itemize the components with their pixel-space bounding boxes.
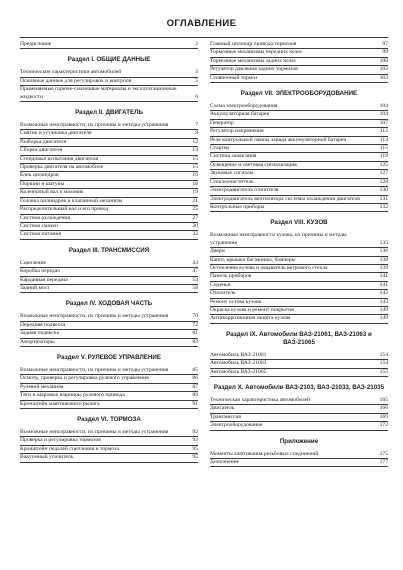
toc-entry-title: Автомобиль ВАЗ-21061 xyxy=(210,351,267,358)
toc-entry xyxy=(210,352,388,360)
toc-entry xyxy=(210,137,388,145)
toc-entry-title: Сцепление xyxy=(20,259,46,266)
toc-entry-title: Регулятор напряжения xyxy=(210,128,264,135)
toc-entry xyxy=(210,360,388,368)
title-divider xyxy=(20,37,388,38)
toc-entry-title: Стояночный тормоз xyxy=(210,74,258,81)
toc-entry-page: 107 xyxy=(379,119,388,126)
toc-entry xyxy=(20,322,198,330)
toc-entry-title: Трансмиссия xyxy=(210,413,242,420)
toc-entry-page: 87 xyxy=(192,383,198,390)
toc-entry-title: Остекление кузова и омыватель ветрового стекла xyxy=(210,264,328,271)
toc-entry-page: 95 xyxy=(192,454,198,461)
section-heading: Раздел X. Автомобили ВАЗ-2103, ВАЗ-21033, ВАЗ-21035 xyxy=(213,384,385,391)
toc-entry-title: Применяемые горюче-смазочные материалы и эксплуатационные жидкости xyxy=(20,86,177,100)
toc-entry xyxy=(210,162,388,170)
toc-entry-title: Звуковые сигналы xyxy=(210,170,254,177)
toc-entry xyxy=(20,446,198,454)
toc-entry-title: Окраска кузова и ремонт покрытия xyxy=(210,306,294,313)
toc-entry-title: Техническая характеристика автомобилей xyxy=(210,397,311,403)
section-heading: Раздел III. ТРАНСМИССИЯ xyxy=(68,246,150,254)
toc-entry-title: Регулятор давления задних тормозов xyxy=(210,66,298,73)
toc-entry xyxy=(20,330,198,338)
toc-entry-title: Задняя подвеска xyxy=(20,330,59,337)
toc-entry-page: 138 xyxy=(379,256,388,263)
toc-entry-page: 19 xyxy=(192,189,198,196)
toc-entry xyxy=(210,414,388,422)
toc-entry-title: Дополнение xyxy=(210,459,240,466)
toc-entry-page: 125 xyxy=(379,161,388,168)
toc-entry-page: 16 xyxy=(192,180,198,187)
toc-entry-title: Основные данные для регулировок и контроля xyxy=(20,77,132,84)
toc-entry-page: 43 xyxy=(192,259,198,266)
toc-entry xyxy=(20,122,198,130)
toc-entry-page: 2 xyxy=(195,41,198,47)
toc-entry-page: 95 xyxy=(192,445,198,452)
toc-entry-page: 132 xyxy=(379,203,388,210)
toc-entry xyxy=(20,164,198,172)
toc-entry xyxy=(20,375,198,383)
toc-entry-title: Система зажигания xyxy=(210,153,257,160)
toc-entry-title: Кронштейн маятникового рычага xyxy=(20,400,100,407)
toc-entry xyxy=(210,204,388,212)
section-heading: Раздел VI. ТОРМОЗА xyxy=(77,416,141,423)
toc-entry xyxy=(20,86,198,102)
toc-entry xyxy=(20,277,198,285)
toc-entry-title: Возможные неисправности кузова, их причины и методы устранения xyxy=(210,232,347,246)
toc-entry xyxy=(20,130,198,138)
toc-entry-page: 169 xyxy=(379,413,388,420)
toc-entry xyxy=(20,384,198,392)
toc-entry xyxy=(210,397,388,405)
toc-entry-page: 92 xyxy=(192,429,198,435)
toc-entry xyxy=(20,231,198,239)
section-heading: Раздел V. РУЛЕВОЕ УПРАВЛЕНИЕ xyxy=(57,353,161,361)
toc-entry xyxy=(210,369,388,377)
toc-entry-title: Тяги и шаровые шарниры рулевого привода xyxy=(20,392,125,399)
toc-entry-page: 14 xyxy=(192,147,198,154)
toc-entry-title: Автомобиль ВАЗ-21063 xyxy=(210,360,267,367)
toc-entry-page: 85 xyxy=(192,366,198,373)
toc-entry-page: 32 xyxy=(192,231,198,238)
toc-column-right xyxy=(210,41,388,467)
toc-column-left xyxy=(20,41,198,463)
toc-entry xyxy=(20,454,198,462)
toc-entry-page: 128 xyxy=(379,178,388,185)
toc-entry-page: 15 xyxy=(192,155,198,162)
toc-entry-title: Стартер xyxy=(210,145,230,152)
toc-entry-title: Генератор xyxy=(210,119,234,126)
toc-entry-title: Сиденья xyxy=(210,281,231,288)
toc-entry-page: 81 xyxy=(192,330,198,337)
section-heading: Приложение xyxy=(279,437,319,445)
toc-entry-title: Система охлаждения xyxy=(20,214,70,221)
toc-entry-page: 7 xyxy=(195,122,198,129)
toc-entry xyxy=(20,260,198,268)
toc-entry-page: 154 xyxy=(379,351,388,358)
toc-entry xyxy=(20,339,198,347)
toc-entry xyxy=(210,315,388,323)
toc-entry-title: Технические характеристики автомобилей xyxy=(20,69,122,76)
toc-entry-title: Проверка и регулировка тормозов xyxy=(20,437,101,444)
toc-entry xyxy=(210,196,388,204)
toc-entry-page: 99 xyxy=(382,49,388,56)
toc-entry xyxy=(20,392,198,400)
toc-entry-page: 119 xyxy=(379,153,388,160)
toc-entry-title: Капот, крышка багажника, бамперы xyxy=(210,256,296,263)
toc-entry xyxy=(20,78,198,86)
toc-entry xyxy=(20,367,198,375)
toc-entry-title: Возможные неисправности, их причины и методы устранения xyxy=(20,122,169,129)
toc-entry xyxy=(210,153,388,161)
toc-entry-page: 127 xyxy=(379,170,388,177)
page-title: ОГЛАВЛЕНИЕ xyxy=(166,18,237,29)
toc-entry-title: Главный цилиндр привода тормозов xyxy=(210,41,297,47)
toc-entry xyxy=(20,41,198,49)
toc-entry-page: 25 xyxy=(192,206,198,213)
toc-entry-title: Снятие и установка двигателя xyxy=(20,130,92,137)
toc-entry xyxy=(210,179,388,187)
toc-entry-page: 21 xyxy=(192,197,198,204)
toc-entry-title: Стендовые испытания двигателя xyxy=(20,155,99,162)
toc-entry-page: 72 xyxy=(192,321,198,328)
toc-entry-page: 58 xyxy=(192,284,198,291)
toc-entry xyxy=(20,285,198,293)
section-heading: Раздел II. ДВИГАТЕЛЬ xyxy=(75,109,143,117)
toc-entry xyxy=(210,307,388,315)
toc-entry-title: Система питания xyxy=(20,231,62,238)
toc-entry-title: Рулевой механизм xyxy=(20,383,64,390)
toc-entry-title: Возможные неисправности, их причины и методы устранения xyxy=(20,429,169,435)
toc-entry xyxy=(20,215,198,223)
toc-entry-page: 175 xyxy=(379,450,388,457)
toc-entry-page: 155 xyxy=(379,368,388,375)
toc-entry-title: Распределительный вал и его привод xyxy=(20,206,109,213)
toc-entry-title: Контрольные приборы xyxy=(210,203,265,210)
toc-entry-title: Двери xyxy=(210,248,225,255)
toc-entry-title: Осмотр, проверка и регулировка рулевого управления xyxy=(20,375,149,382)
toc-entry-title: Коленчатый вал и маховик xyxy=(20,189,84,196)
toc-entry xyxy=(210,170,388,178)
toc-entry-title: Автомобиль ВАЗ-21065 xyxy=(210,368,267,375)
toc-entry xyxy=(210,248,388,256)
toc-entry xyxy=(210,282,388,290)
toc-entry-page: 70 xyxy=(192,313,198,320)
toc-entry-page: 177 xyxy=(379,459,388,466)
toc-entry xyxy=(210,299,388,307)
toc-entry xyxy=(210,422,388,430)
toc-entry-page: 102 xyxy=(379,66,388,73)
toc-entry xyxy=(20,313,198,321)
toc-entry-page: 143 xyxy=(379,298,388,305)
toc-entry-page: 130 xyxy=(379,187,388,194)
toc-entry-title: Отопитель xyxy=(210,290,236,297)
toc-entry-page: 149 xyxy=(379,306,388,313)
toc-entry xyxy=(210,459,388,467)
toc-entry xyxy=(210,75,388,83)
toc-entry xyxy=(20,268,198,276)
toc-entry-page: 97 xyxy=(382,41,388,47)
toc-entry-page: 114 xyxy=(379,136,388,143)
toc-entry xyxy=(210,120,388,128)
toc-entry xyxy=(20,206,198,214)
toc-entry-title: Вакуумный усилитель xyxy=(20,454,74,461)
toc-entry-page: 93 xyxy=(192,437,198,444)
toc-entry xyxy=(210,290,388,298)
toc-entry xyxy=(20,156,198,164)
toc-entry-page: 142 xyxy=(379,290,388,297)
toc-entry-page: 9 xyxy=(195,130,198,137)
section-heading: Раздел VII. ЭЛЕКТРООБОРУДОВАНИЕ xyxy=(240,90,358,98)
toc-entry xyxy=(210,451,388,459)
toc-entry xyxy=(20,223,198,231)
toc-entry xyxy=(20,189,198,197)
toc-entry xyxy=(20,69,198,77)
toc-entry-title: Электрооборудование xyxy=(210,422,263,429)
toc-entry-title: Электродвигатель вентилятора системы охлаждения двигателя xyxy=(210,195,360,202)
toc-entry-page: 141 xyxy=(379,281,388,288)
toc-entry-title: Ремонт остова кузова xyxy=(210,298,262,305)
toc-entry xyxy=(210,273,388,281)
toc-entry-page: 100 xyxy=(379,57,388,64)
toc-entry-page: 47 xyxy=(192,268,198,275)
toc-entry-page: 141 xyxy=(379,273,388,280)
toc-entry-page: 86 xyxy=(192,375,198,382)
toc-entry xyxy=(20,139,198,147)
toc-entry-title: Схема электрооборудования xyxy=(210,103,278,110)
toc-entry xyxy=(210,58,388,66)
toc-entry xyxy=(210,187,388,195)
toc-entry-title: Двигатель xyxy=(210,405,235,412)
toc-entry-title: Панель приборов xyxy=(210,273,252,280)
section-heading: Раздел IV. ХОДОВАЯ ЧАСТЬ xyxy=(65,300,153,308)
section-heading: Раздел VIII. КУЗОВ xyxy=(270,219,328,227)
toc-entry xyxy=(210,66,388,74)
toc-entry xyxy=(20,147,198,155)
toc-entry xyxy=(20,172,198,180)
toc-entry xyxy=(20,437,198,445)
toc-entry-title: Коробка передач xyxy=(20,268,60,275)
toc-entry xyxy=(210,111,388,119)
toc-entry-page: 172 xyxy=(379,422,388,429)
toc-entry-title: Передняя подвеска xyxy=(20,321,66,328)
toc-entry-page: 136 xyxy=(379,248,388,255)
toc-entry-page: 89 xyxy=(192,392,198,399)
toc-entry-page: 12 xyxy=(192,138,198,145)
toc-entry xyxy=(210,128,388,136)
toc-entry-title: Сборка двигателя xyxy=(20,147,63,154)
toc-entry-page: 30 xyxy=(192,222,198,229)
toc-entry-title: Реле контрольной лампы заряда аккумуляторной батареи xyxy=(210,136,347,143)
toc-entry-page: 6 xyxy=(195,93,198,100)
toc-entry-page: 5 xyxy=(195,77,198,84)
toc-entry-page: 91 xyxy=(192,400,198,407)
section-heading: Раздел I. ОБЩИЕ ДАННЫЕ xyxy=(67,56,151,64)
toc-entry-page: 149 xyxy=(379,315,388,322)
toc-entry-page: 103 xyxy=(379,74,388,81)
toc-entry-page: 139 xyxy=(379,264,388,271)
toc-entry-page: 112 xyxy=(379,128,388,135)
toc-entry-title: Карданная передача xyxy=(20,276,68,283)
toc-entry-title: Предисловие xyxy=(20,41,52,47)
toc-entry xyxy=(210,405,388,413)
toc-entry-title: Стеклоочиститель xyxy=(210,178,254,185)
toc-entry-title: Возможные неисправности, их причины и методы устранения xyxy=(20,366,169,373)
toc-entry-title: Головка цилиндров и клапанный механизм xyxy=(20,197,123,204)
toc-entry-page: 16 xyxy=(192,172,198,179)
toc-entry xyxy=(210,257,388,265)
toc-entry xyxy=(20,401,198,409)
toc-entry-page: 135 xyxy=(379,239,388,246)
toc-entry-page: 131 xyxy=(379,195,388,202)
toc-entry-title: Тормозные механизмы задних колес xyxy=(210,57,297,64)
section-heading: Раздел IX. Автомобили ВАЗ-21061, ВАЗ-21063 и ВАЗ-21065 xyxy=(226,330,372,346)
toc-entry-title: Блок цилиндров xyxy=(20,172,59,179)
toc-entry-title: Электродвигатель отопителя xyxy=(210,187,279,194)
toc-entry-title: Амортизаторы xyxy=(20,338,55,345)
toc-entry-title: Система смазки xyxy=(20,222,58,229)
toc-entry-page: 104 xyxy=(379,103,388,110)
toc-entry-page: 54 xyxy=(192,276,198,283)
toc-entry-page: 104 xyxy=(379,111,388,118)
toc-entry-title: Освещение и световая сигнализация xyxy=(210,161,297,168)
toc-entry-page: 115 xyxy=(379,145,388,152)
toc-entry-title: Кронштейн педалей сцепления и тормоза xyxy=(20,445,119,452)
toc-entry-title: Поршни и шатуны xyxy=(20,180,65,187)
toc-entry xyxy=(20,198,198,206)
toc-entry xyxy=(210,145,388,153)
toc-entry-title: Аккумуляторная батарея xyxy=(210,111,270,118)
toc-entry-title: Разборка двигателя xyxy=(20,138,67,145)
toc-entry-title: Антикоррозионная защита кузова xyxy=(210,315,291,322)
toc-entry-page: 15 xyxy=(192,164,198,171)
toc-entry-title: Моменты затягивания резьбовых соединений xyxy=(210,450,319,457)
toc-entry-title: Возможные неисправности, их причины и методы устранения xyxy=(20,313,169,320)
toc-entry xyxy=(210,41,388,49)
toc-entry xyxy=(210,49,388,57)
toc-entry xyxy=(210,232,388,248)
toc-entry-title: Тормозные механизмы передних колес xyxy=(210,49,303,56)
toc-entry-page: 154 xyxy=(379,360,388,367)
toc-entry-page: 165 xyxy=(379,397,388,403)
toc-entry-page: 166 xyxy=(379,405,388,412)
toc-entry-page: 83 xyxy=(192,338,198,345)
toc-entry xyxy=(20,429,198,437)
toc-entry-page: 27 xyxy=(192,214,198,221)
toc-entry-page: 3 xyxy=(195,69,198,76)
toc-entry-title: Проверка двигателя на автомобиле xyxy=(20,164,104,171)
toc-entry-title: Задний мост xyxy=(20,284,50,291)
